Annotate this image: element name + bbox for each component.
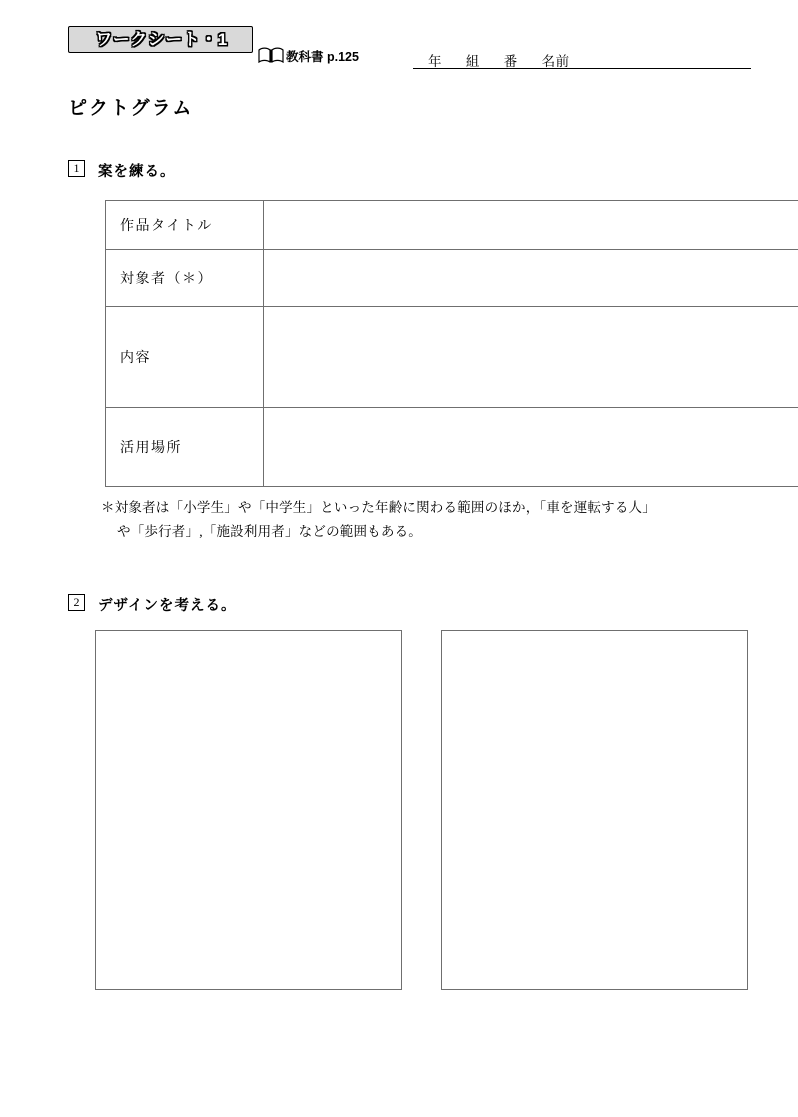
section-2-number: 2	[68, 594, 85, 611]
name-entry-fields	[428, 50, 748, 70]
worksheet-badge-label: ワークシート・1	[95, 30, 228, 49]
worksheet-badge	[68, 26, 253, 53]
field-name: 名前	[541, 54, 570, 69]
footnote-line-1: ＊対象者は「小学生」や「中学生」といった年齢に関わる範囲のほか，「車を運転する人」	[101, 500, 656, 515]
field-number: 番	[503, 54, 518, 69]
table-row	[106, 408, 798, 487]
textbook-reference: 教科書 p.125	[286, 50, 359, 64]
table-row	[106, 307, 798, 408]
row-label-target: 対象者（＊）	[106, 250, 264, 307]
row-label-title: 作品タイトル	[106, 201, 264, 250]
row-value-content[interactable]	[264, 307, 798, 408]
page-title: ピクトグラム	[68, 98, 194, 119]
section-1-label: 案を練る。	[98, 164, 176, 180]
table-row	[106, 201, 798, 250]
row-label-content: 内容	[106, 307, 264, 408]
design-sketch-area-left[interactable]	[95, 630, 402, 990]
row-value-title[interactable]	[264, 201, 798, 250]
table-row	[106, 250, 798, 307]
footnote	[101, 496, 769, 543]
section-2-label: デザインを考える。	[98, 598, 237, 614]
row-value-target[interactable]	[264, 250, 798, 307]
row-label-place: 活用場所	[106, 408, 264, 487]
plan-table	[105, 200, 798, 487]
field-year: 年	[428, 54, 442, 69]
section-1-number: 1	[68, 160, 85, 177]
field-class: 組	[465, 54, 480, 69]
worksheet-header	[0, 0, 798, 80]
footnote-line-2: や「歩行者」,「施設利用者」などの範囲もある。	[117, 523, 422, 539]
design-sketch-area-right[interactable]	[441, 630, 748, 990]
row-value-place[interactable]	[264, 408, 798, 487]
open-book-icon	[258, 47, 284, 63]
